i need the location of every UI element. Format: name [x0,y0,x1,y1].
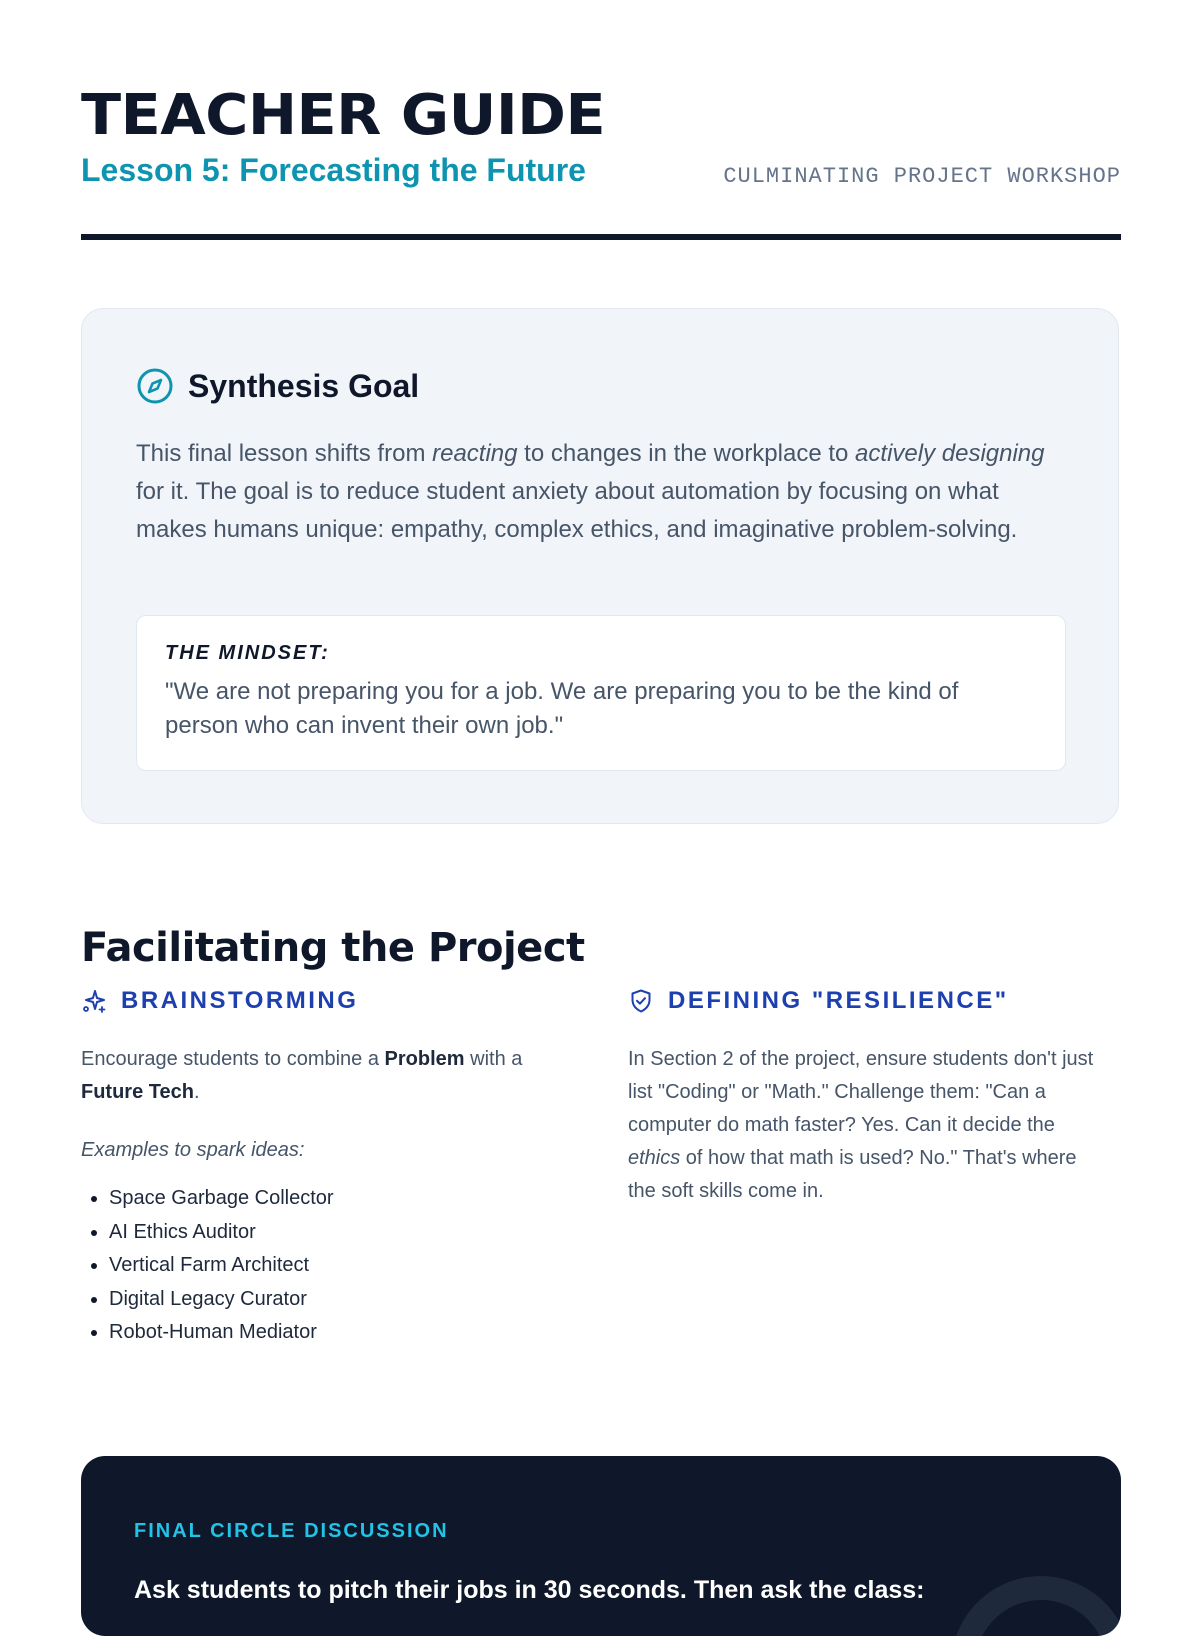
brainstorming-bold-problem: Problem [384,1048,465,1070]
brainstorming-title: BRAINSTORMING [121,987,359,1014]
list-item: • Space Garbage Collector [109,1182,551,1216]
final-circle-card [81,1456,1121,1636]
goal-text-part: for it. The goal is to reduce student anxiety about automation by focusing on what makes humans unique: empathy, complex ethics, and imaginative problem-solving. [136,478,1018,543]
list-item: • Vertical Farm Architect [109,1249,551,1283]
page-title: TEACHER GUIDE [81,83,606,148]
resilience-text [628,1043,1098,1208]
synthesis-goal-header [136,367,419,405]
compass-icon [136,367,174,405]
goal-text-part: to changes in the workplace to [517,440,856,467]
header-divider [81,234,1121,240]
resilience-text-part: In Section 2 of the project, ensure students don't just list "Coding" or "Math." Challenge them: "Can a computer do math faster? Yes. Can it decide the [628,1048,1094,1136]
goal-emphasis-designing: actively designing [855,440,1045,467]
brainstorming-bold-future-tech: Future Tech [81,1081,194,1103]
mindset-quote: "We are not preparing you for a job. We are preparing you to be the kind of person who can invent their own job." [165,678,959,739]
list-item: • AI Ethics Auditor [109,1216,551,1250]
brainstorming-text-part: Encourage students to combine a [81,1048,385,1070]
list-item: • Digital Legacy Curator [109,1283,551,1317]
brainstorming-text-part: with a [464,1048,523,1070]
decorative-ring [951,1576,1121,1636]
mindset-quote-box [136,615,1066,771]
workshop-tag: CULMINATING PROJECT WORKSHOP [723,164,1121,189]
brainstorming-column [81,985,551,1350]
example-ideas-list [81,1182,551,1350]
resilience-column [628,985,1098,1208]
sparkles-icon [81,988,107,1014]
synthesis-goal-card [81,308,1119,824]
page-header [81,83,1121,189]
goal-text-part: This final lesson shifts from [136,440,433,467]
shield-check-icon [628,988,654,1014]
final-circle-label: FINAL CIRCLE DISCUSSION [134,1520,449,1542]
goal-emphasis-reacting: reacting [432,440,518,467]
resilience-emphasis-ethics: ethics [628,1147,681,1169]
brainstorming-text [81,1043,551,1109]
examples-label: Examples to spark ideas: [81,1139,305,1161]
synthesis-goal-title: Synthesis Goal [188,367,420,404]
mindset-label: THE MINDSET: [165,642,330,664]
resilience-text-part: of how that math is used? No." That's where the soft skills come in. [628,1147,1077,1202]
synthesis-goal-text [136,435,1066,549]
final-circle-prompt: Ask students to pitch their jobs in 30 seconds. Then ask the class: [134,1576,925,1604]
list-item: • Robot-Human Mediator [109,1316,551,1350]
resilience-header [628,985,1098,1017]
brainstorming-header [81,985,551,1017]
lesson-subtitle: Lesson 5: Forecasting the Future [81,152,586,188]
brainstorming-text-part: . [193,1081,200,1103]
facilitating-section-title: Facilitating the Project [81,925,585,972]
resilience-title: DEFINING "RESILIENCE" [668,987,1009,1014]
